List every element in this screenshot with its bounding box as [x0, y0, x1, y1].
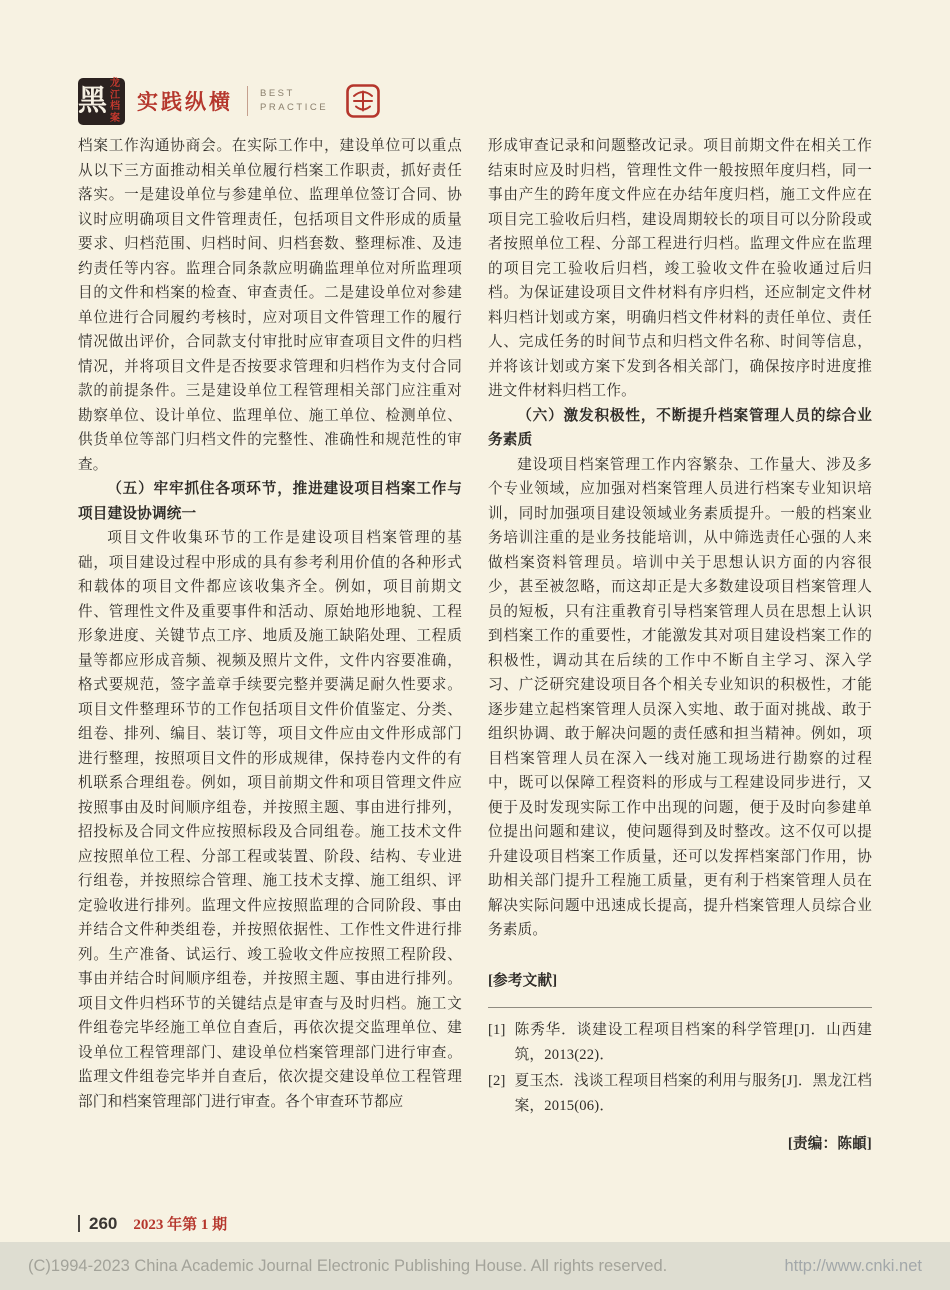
logo-text-top: 龙江: [110, 78, 121, 101]
logo-text-bottom: 档案: [110, 101, 121, 124]
section-heading-5: （五）牢牢抓住各项环节，推进建设项目档案工作与项目建设协调统一: [78, 481, 462, 522]
reference-text: 夏玉杰．浅谈工程项目档案的利用与服务[J]．黑龙江档案，2015(06)．: [514, 1073, 872, 1114]
red-seal-icon: [346, 84, 380, 118]
references-section: [488, 969, 872, 1157]
cnki-url-link[interactable]: http://www.cnki.net: [784, 1256, 922, 1275]
section-subtitle: [260, 87, 328, 116]
footer-divider-bar: [78, 1215, 80, 1232]
article-body: [0, 130, 950, 1157]
logo-side-text: [110, 78, 125, 124]
paragraph-continuation: 形成审查记录和问题整改记录。项目前期文件在相关工作结束时应及时归档，管理性文件一般按照年度归档，同一事由产生的跨年度文件应在办结年度归档，施工文件应在项目完工验收后归档，建设周期较长的项目可以分阶段或者按照单位工程、分部工程进行归档。监理文件应在监理的项目完工验收后归档，竣工验收文件在验收通过后归档。为保证建设项目文件材料有序归档，还应制定文件材料归档计划或方案，明确归档文件材料的责任单位、责任人、完成任务的时间节点和归档文件名称、时间等信息，并将该计划或方案下发到各相关部门，确保按序时进度推进文件材料归档工作。: [488, 138, 872, 399]
section-subtitle-line1: BEST: [260, 87, 295, 99]
references-divider: [488, 1007, 872, 1008]
page-number: 260: [89, 1213, 118, 1233]
copyright-bar: [0, 1242, 950, 1290]
paragraph-continuation: 档案工作沟通协商会。在实际工作中，建设单位可以重点从以下三方面推动相关单位履行档案工作职责，抓好责任落实。一是建设单位与参建单位、监理单位签订合同、协议时应明确项目文件管理责任，包括项目文件形成的质量要求、归档范围、归档时间、归档套数、整理标准、及违约责任等内容。监理合同条款应明确监理单位对所监理项目的文件和档案的检查、审查责任。二是建设单位对参建单位进行合同履约考核时，应对项目文件管理工作的履行情况做出评价，合同款支付审批时应审查项目文件的归档情况，并将项目文件是否按要求管理和归档作为支付合同款的前提条件。三是建设单位工程管理相关部门应注重对勘察单位、设计单位、监理单位、施工单位、检测单位、供货单位等部门归档文件的完整性、准确性和规范性的审查。: [78, 138, 462, 473]
section-heading-6: （六）激发积极性，不断提升档案管理人员的综合业务素质: [488, 407, 872, 448]
left-column: [78, 134, 462, 1157]
logo-main-char: 黑: [78, 84, 108, 117]
copyright-text: (C)1994-2023 China Academic Journal Electronic Publishing House. All rights reserved.: [28, 1256, 668, 1275]
references-label: [参考文献]: [488, 972, 558, 989]
reference-number: [1]: [488, 1022, 506, 1038]
reference-item: [488, 1069, 872, 1118]
header-divider: [247, 86, 248, 116]
paragraph: 项目文件收集环节的工作是建设项目档案管理的基础，项目建设过程中形成的具有参考利用价值的各种形式和载体的项目文件都应该收集齐全。例如，项目前期文件、管理性文件及重要事件和活动、原始地形地貌、工程形象进度、关键节点工序、地质及施工缺陷处理、工程质量等都应形成音频、视频及照片文件，文件内容要准确，格式要规范，签字盖章手续要完整并要满足耐久性要求。项目文件整理环节的工作包括项目文件价值鉴定、分类、组卷、排列、编目、装订等，项目文件应由文件形成部门进行整理，按照项目文件的形成规律，保持卷内文件的有机联系合理组卷。例如，项目前期文件和项目管理文件应按照事由及时间顺序组卷，并按照主题、事由进行排列，招投标及合同文件应按照标段及合同组卷。施工技术文件应按照单位工程、分部工程或装置、阶段、结构、专业进行组卷，并按照综合管理、施工技术支撑、施工组织、评定验收进行排列。监理文件应按照监理的合同阶段、事由并结合文件种类组卷，并按照依据性、工作性文件进行排列。生产准备、试运行、竣工验收文件应按照工程阶段、事由并结合时间顺序组卷，并按照主题、事由进行排列。项目文件归档环节的关键结点是审查与及时归档。施工文件组卷完毕经施工单位自查后，再依次提交监理单位、建设单位工程管理部门、建设单位档案管理部门进行审查。监理文件组卷完毕并自查后，依次提交建设单位工程管理部门和档案管理部门进行审查。各个审查环节都应: [78, 530, 462, 1110]
paragraph: 建设项目档案管理工作内容繁杂、工作量大、涉及多个专业领域，应加强对档案管理人员进行档案专业知识培训，同时加强项目建设领域业务素质提升。一般的档案业务培训注重的是业务技能培训，从中筛选责任心强的人来做档案资料管理员。培训中关于思想认识方面的内容很少，甚至被忽略，而这却正是大多数建设项目档案管理人员的短板，只有注重教育引导档案管理人员在思想上认识到档案工作的重要性，才能激发其对项目建设档案工作的积极性，调动其在后续的工作中不断自主学习、深入学习、广泛研究建设项目各个相关专业知识的积极性，才能逐步建立起档案管理人员深入实地、敢于面对挑战、敢于组织协调、敢于解决问题的责任感和担当精神。例如，项目档案管理人员在深入一线对施工现场进行勘察的过程中，既可以保障工程资料的形成与工程建设同步进行，又便于及时发现实际工作中出现的问题，便于及时向参建单位提出问题和建议，使问题得到及时整改。这不仅可以提升建设项目档案工作质量，还可以发挥档案部门作用，协助相关部门提升工程施工质量，更有利于档案管理人员在解决实际问题中迅速成长提高，提升档案管理人员综合业务素质。: [488, 456, 872, 938]
page-footer: [78, 1213, 227, 1234]
masthead: [0, 0, 950, 130]
reference-item: [488, 1018, 872, 1067]
journal-logo: [78, 78, 125, 125]
reference-text: 陈秀华．谈建设工程项目档案的科学管理[J]．山西建筑，2013(22)．: [514, 1022, 872, 1063]
section-title: 实践纵横: [137, 90, 233, 114]
editor-credit: [责编：陈頔]: [787, 1136, 872, 1152]
right-column: [488, 134, 872, 1157]
reference-number: [2]: [488, 1073, 506, 1089]
section-subtitle-line2: PRACTICE: [260, 102, 329, 113]
issue-label: 2023 年第 1 期: [133, 1217, 228, 1233]
